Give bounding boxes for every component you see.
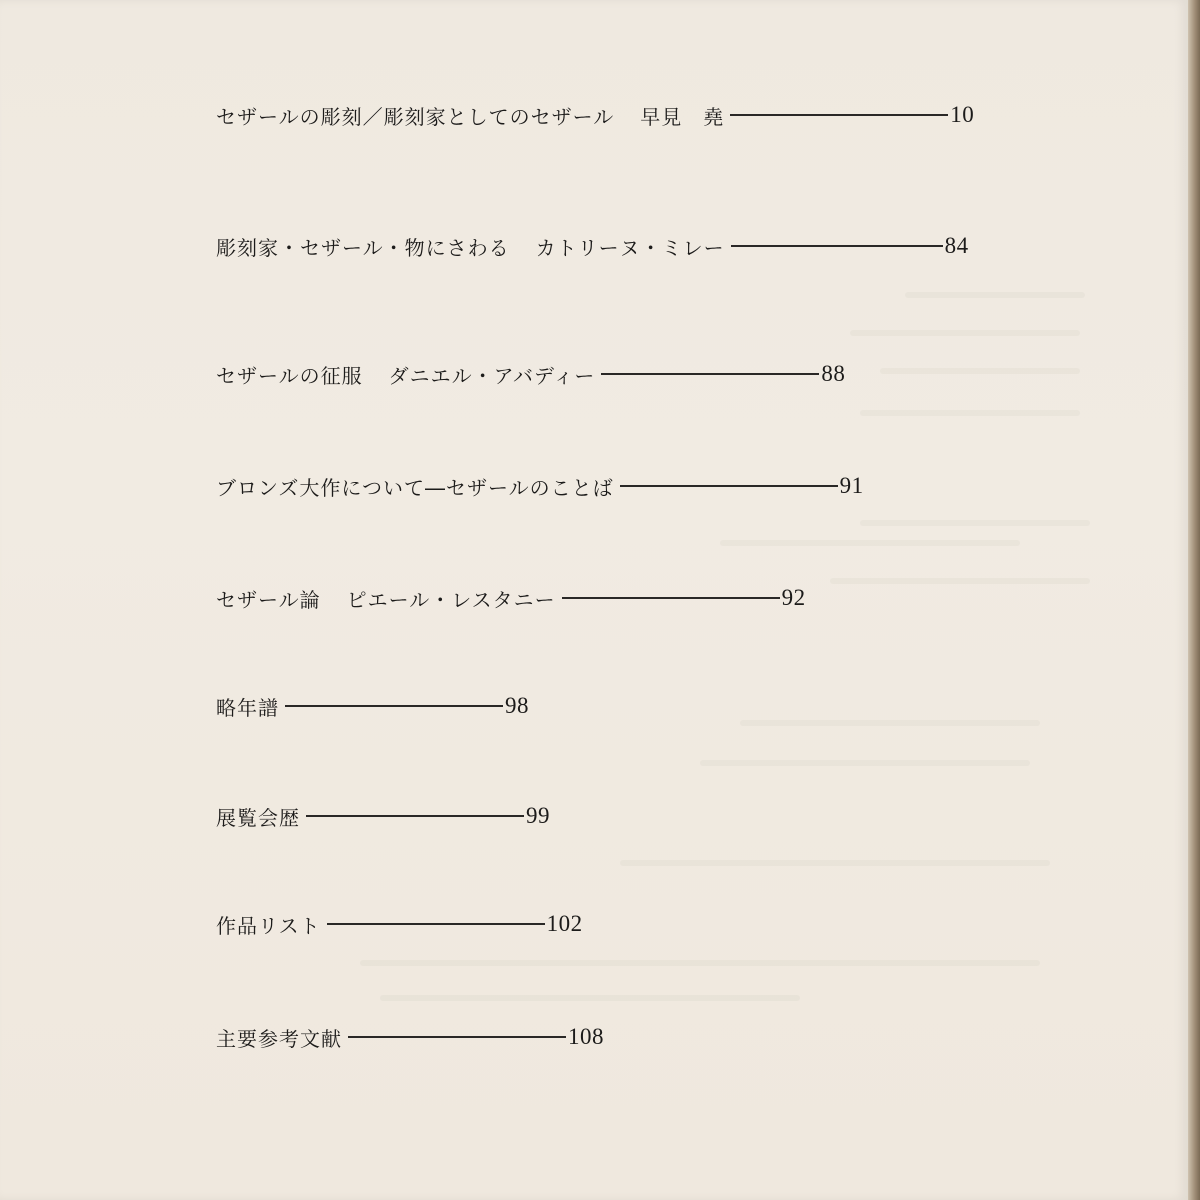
toc-entry[interactable] <box>216 906 583 942</box>
toc-entry-page: 102 <box>546 911 583 936</box>
leader-line <box>327 923 545 925</box>
toc-entry[interactable] <box>216 1019 604 1055</box>
toc-entry-title: ブロンズ大作について―セザールのことば <box>216 475 614 500</box>
toc-entry[interactable] <box>216 798 550 834</box>
toc-entry[interactable] <box>216 356 845 392</box>
toc-entry-title: セザール論 <box>216 587 321 612</box>
toc-entry[interactable] <box>216 468 864 504</box>
page-edge <box>1188 0 1200 1200</box>
leader-line <box>348 1036 566 1038</box>
toc-entry-title: セザールの彫刻／彫刻家としてのセザール <box>216 104 615 129</box>
toc-entry-title: 主要参考文献 <box>216 1026 342 1051</box>
leader-line <box>601 373 819 375</box>
toc-entry-page: 91 <box>839 473 864 498</box>
leader-line <box>562 597 780 599</box>
toc-entry-author: カトリーヌ・ミレー <box>535 235 725 260</box>
toc-entry-author: 早見 堯 <box>640 104 725 129</box>
toc-entry-page: 88 <box>821 361 846 386</box>
toc-entry-title: 作品リスト <box>216 913 321 938</box>
toc-entry-page: 108 <box>568 1024 604 1049</box>
toc-entry-title: 略年譜 <box>216 695 279 720</box>
toc-entry[interactable] <box>216 688 529 724</box>
leader-line <box>730 114 948 116</box>
leader-line <box>285 705 503 707</box>
toc-entry[interactable] <box>216 580 806 616</box>
toc-entry-author: ダニエル・アバディー <box>388 363 596 388</box>
leader-line <box>306 815 524 817</box>
toc-entry[interactable] <box>216 97 974 133</box>
toc-entry-page: 10 <box>950 102 975 127</box>
toc-entry-title: セザールの征服 <box>216 363 363 388</box>
leader-line <box>620 485 838 487</box>
toc-entry-title: 彫刻家・セザール・物にさわる <box>216 235 510 260</box>
toc-entry-page: 98 <box>505 693 529 718</box>
toc-entry-page: 92 <box>781 585 806 610</box>
toc-entry-page: 84 <box>944 233 969 258</box>
toc-entry[interactable] <box>216 228 969 264</box>
toc-entry-title: 展覧会歴 <box>216 805 300 830</box>
toc-entry-author: ピエール・レスタニー <box>346 587 556 612</box>
leader-line <box>731 245 943 247</box>
toc-entry-page: 99 <box>526 803 550 828</box>
